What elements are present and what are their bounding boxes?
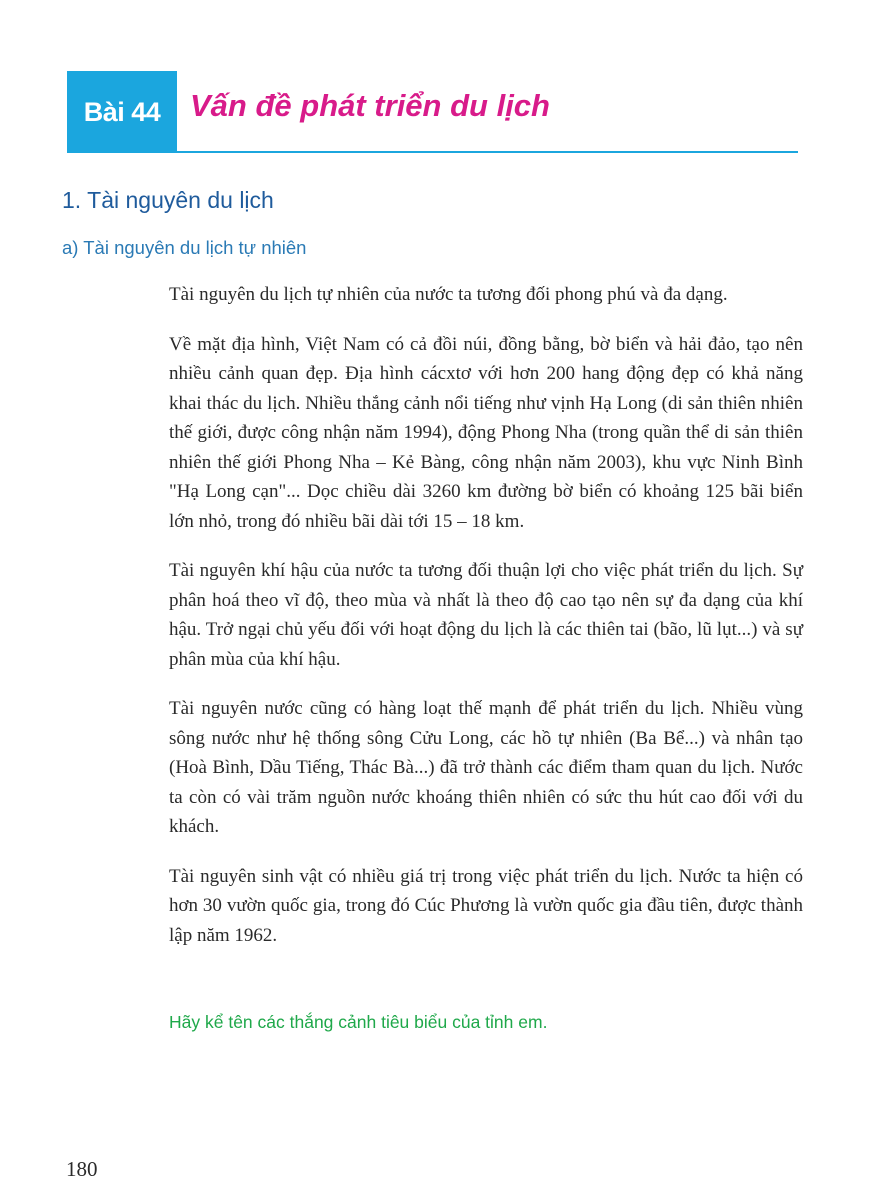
lesson-number-badge: Bài 44 bbox=[67, 71, 177, 153]
paragraph-intro: Tài nguyên du lịch tự nhiên của nước ta tương đối phong phú và đa dạng. bbox=[169, 284, 728, 305]
lesson-title: Vấn đề phát triển du lịch bbox=[190, 88, 550, 123]
paragraph-terrain: Về mặt địa hình, Việt Nam có cả đồi núi, đồng bằng, bờ biển và hải đảo, tạo nên nhiều cảnh quan đẹp. Địa hình cácxtơ với hơn 200 hang động đẹp có khả năng khai thác du lịch. Nhiều thắng cảnh nổi tiếng như vịnh Hạ Long (di sản thiên nhiên thế giới, được công nhận năm 1994), động Phong Nha (trong quần thể di sản thiên nhiên thế giới Phong Nha – Kẻ Bàng, công nhận năm 2003), khu vực Ninh Bình "Hạ Long cạn"... Dọc chiều dài 3260 km đường bờ biển có khoảng 125 bãi biển lớn nhỏ, trong đó nhiều bãi dài tới 15 – 18 km. bbox=[169, 333, 803, 532]
page-number: 180 bbox=[66, 1157, 98, 1181]
title-underline bbox=[177, 151, 798, 153]
paragraph-water: Tài nguyên nước cũng có hàng loạt thế mạnh để phát triển du lịch. Nhiều vùng sông nước như hệ thống sông Cửu Long, các hồ tự nhiên (Ba Bể...) và nhân tạo (Hoà Bình, Dầu Tiếng, Thác Bà...) đã trở thành các điểm tham quan du lịch. Nước ta còn có vài trăm nguồn nước khoáng thiên nhiên có sức thu hút cao đối với du khách. bbox=[169, 698, 803, 837]
paragraph-biology: Tài nguyên sinh vật có nhiều giá trị trong việc phát triển du lịch. Nước ta hiện có hơn 30 vườn quốc gia, trong đó Cúc Phương là vườn quốc gia đầu tiên, được thành lập năm 1962. bbox=[169, 865, 803, 946]
paragraph-climate: Tài nguyên khí hậu của nước ta tương đối thuận lợi cho việc phát triển du lịch. Sự phân hoá theo vĩ độ, theo mùa và nhất là theo độ cao tạo nên sự đa dạng của khí hậu. Trở ngại chủ yếu đối với hoạt động du lịch là các thiên tai (bão, lũ lụt...) và sự phân mùa của khí hậu. bbox=[169, 560, 803, 670]
subsection-heading: a) Tài nguyên du lịch tự nhiên bbox=[62, 237, 307, 258]
section-heading: 1. Tài nguyên du lịch bbox=[62, 187, 274, 213]
review-question: Hãy kể tên các thắng cảnh tiêu biểu của tỉnh em. bbox=[169, 1012, 548, 1032]
body-text bbox=[169, 280, 803, 970]
